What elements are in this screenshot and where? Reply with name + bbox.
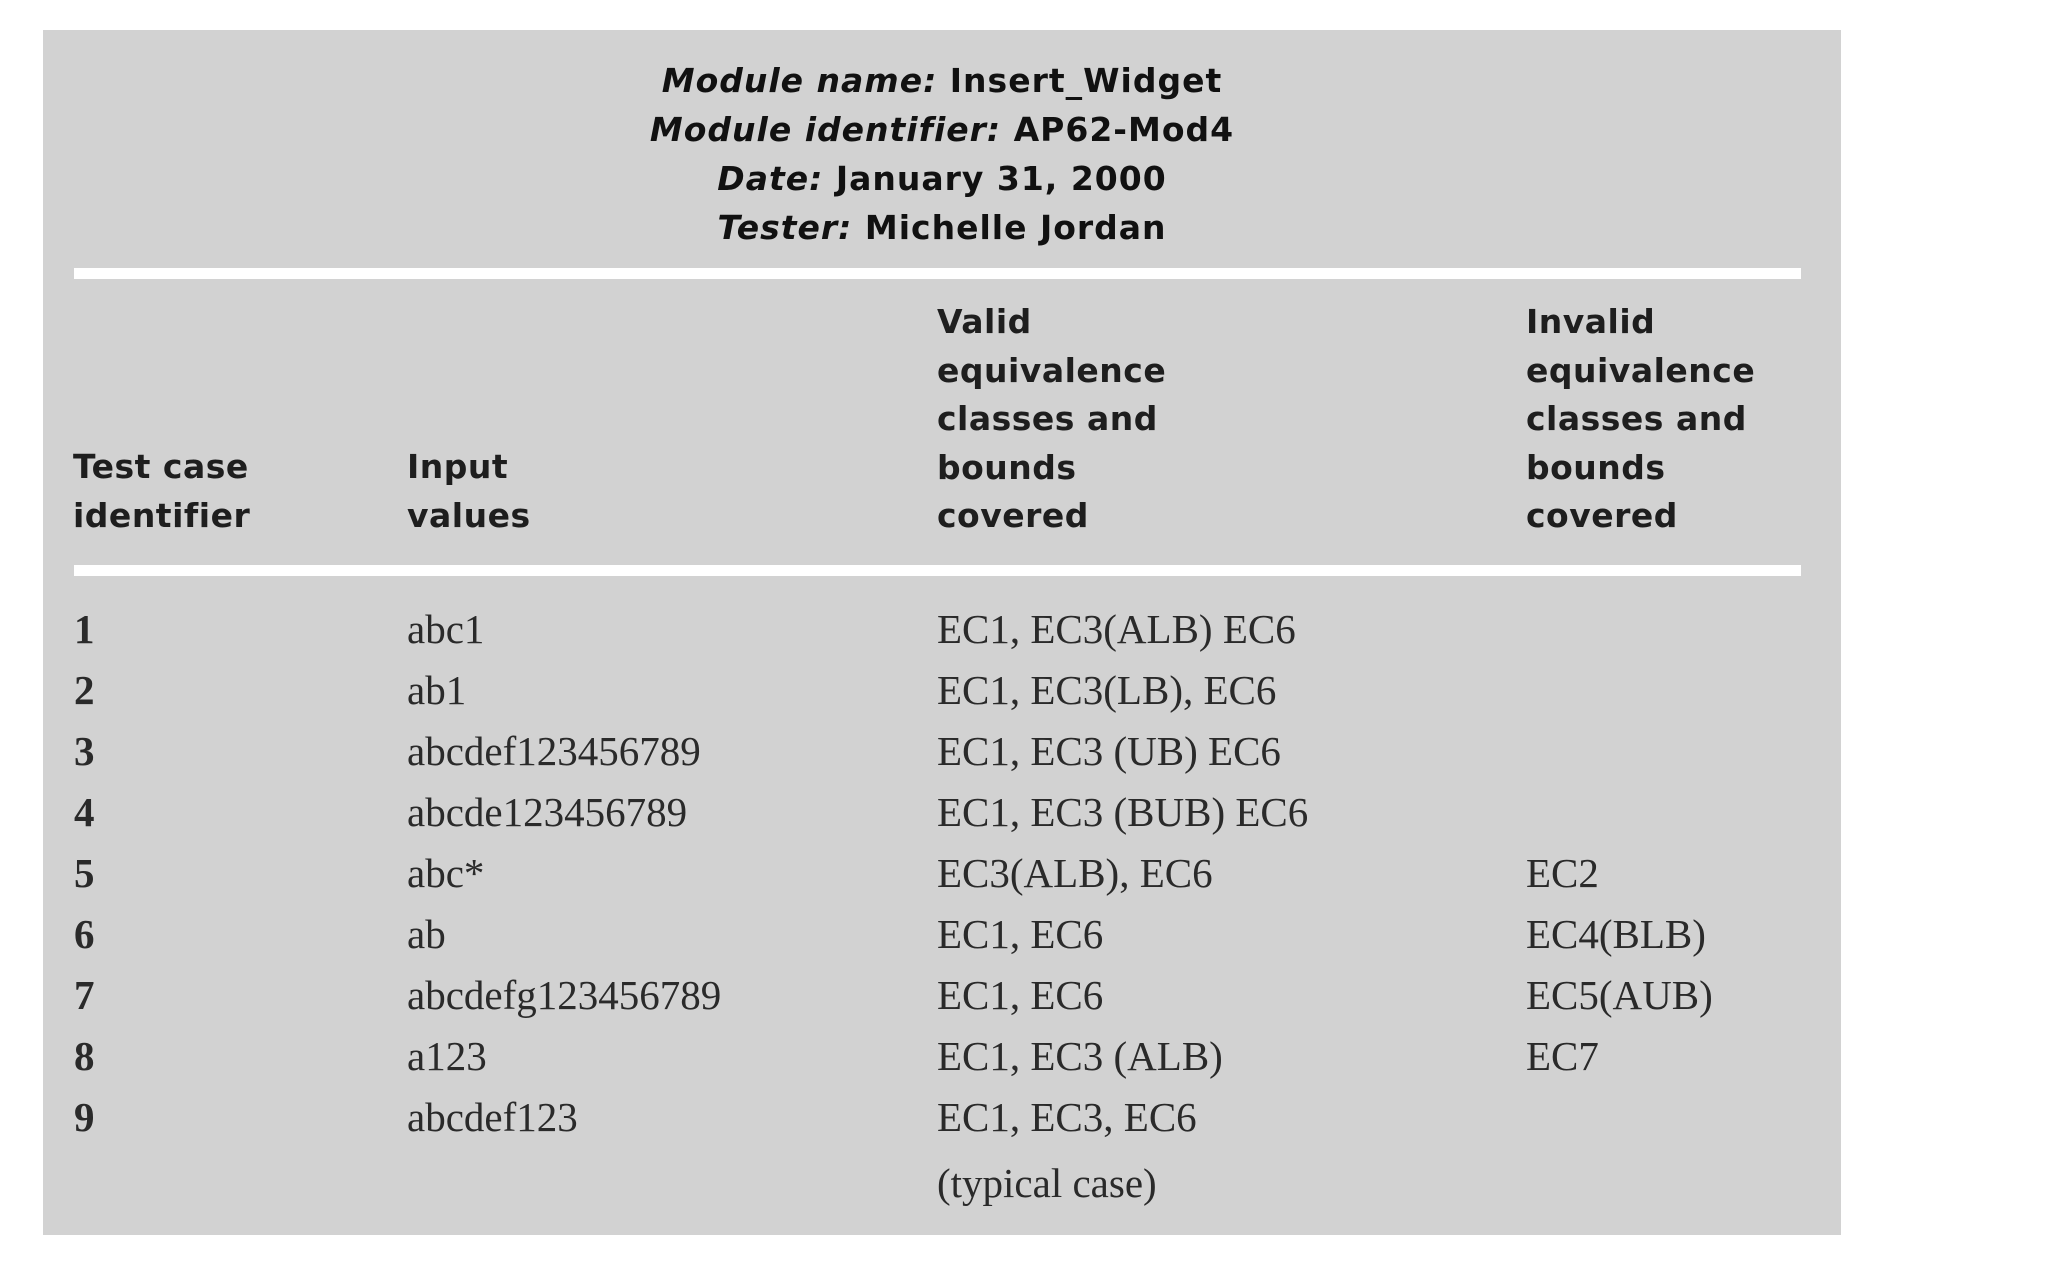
column-header-line: Test case [73, 447, 249, 486]
column-header-line: bounds [937, 447, 1077, 487]
column-header-line: equivalence [937, 350, 1167, 390]
valid-classes: EC1, EC3, EC6 [937, 1094, 1197, 1140]
valid-classes: EC1, EC3 (ALB) [937, 1033, 1223, 1079]
column-header-line: equivalence [1526, 350, 1756, 390]
invalid-classes: EC5(AUB) [1526, 972, 1713, 1018]
module-identifier-value: AP62-Mod4 [1013, 110, 1235, 149]
typical-case-note: (typical case) [937, 1160, 1157, 1206]
invalid-classes: EC4(BLB) [1526, 911, 1706, 957]
table-row [43, 1026, 1841, 1087]
valid-classes: EC1, EC3(LB), EC6 [937, 667, 1277, 713]
column-header-line: identifier [73, 495, 251, 535]
input-value: a123 [407, 1033, 487, 1079]
column-header-line: Input [407, 447, 509, 486]
module-name-value: Insert_Widget [949, 61, 1223, 100]
test-case-id: 1 [74, 606, 95, 652]
column-header-line: Valid [937, 302, 1032, 341]
column-header-line: classes and [1526, 399, 1747, 438]
invalid-classes: EC7 [1526, 1033, 1599, 1079]
input-value: abcdefg123456789 [407, 972, 722, 1018]
tester-label: Tester: [717, 208, 853, 247]
column-header-line: classes and [937, 399, 1158, 438]
column-header-line: values [407, 495, 531, 535]
table-row [43, 660, 1841, 721]
valid-classes: EC1, EC3 (UB) EC6 [937, 728, 1281, 774]
test-case-id: 2 [74, 667, 95, 713]
header-divider [74, 565, 1801, 576]
input-value: abcde123456789 [407, 789, 688, 835]
date-value: January 31, 2000 [835, 159, 1167, 198]
module-name-label: Module name: [661, 61, 938, 100]
tester-value: Michelle Jordan [864, 208, 1167, 247]
test-case-id: 4 [74, 789, 95, 835]
valid-classes: EC3(ALB), EC6 [937, 850, 1213, 896]
table-row [43, 1087, 1841, 1148]
top-divider [74, 268, 1801, 279]
table-row [43, 599, 1841, 660]
test-case-id: 7 [74, 972, 95, 1018]
tester-line [43, 203, 1841, 252]
table-row [43, 721, 1841, 782]
column-header-line: covered [1526, 496, 1678, 535]
column-header-test-case-identifier [73, 443, 250, 540]
valid-classes: EC1, EC3 (BUB) EC6 [937, 789, 1309, 835]
input-value: abcdef123456789 [407, 728, 701, 774]
invalid-classes: EC2 [1526, 850, 1599, 896]
table-header [43, 56, 1841, 252]
column-header-line: bounds [1526, 447, 1666, 487]
module-identifier-label: Module identifier: [649, 110, 1002, 149]
input-value: abc1 [407, 606, 485, 652]
valid-classes: EC1, EC6 [937, 911, 1104, 957]
test-case-id: 8 [74, 1033, 95, 1079]
test-case-id: 3 [74, 728, 95, 774]
input-value: abc* [407, 850, 485, 896]
column-header-line: Invalid [1526, 302, 1656, 341]
input-value: ab [407, 911, 446, 957]
module-name-line [43, 56, 1841, 105]
table-row [43, 782, 1841, 843]
table-row [43, 904, 1841, 965]
column-header-invalid-classes [1526, 298, 1755, 541]
date-line [43, 154, 1841, 203]
table-row [43, 965, 1841, 1026]
column-header-line: covered [937, 496, 1089, 535]
table-row [43, 843, 1841, 904]
test-case-id: 6 [74, 911, 95, 957]
input-value: abcdef123 [407, 1094, 578, 1140]
valid-classes: EC1, EC6 [937, 972, 1104, 1018]
column-header-valid-classes [937, 298, 1166, 541]
test-case-id: 9 [74, 1094, 95, 1140]
valid-classes: EC1, EC3(ALB) EC6 [937, 606, 1296, 652]
test-case-table [43, 30, 1841, 1235]
module-identifier-line [43, 105, 1841, 154]
date-label: Date: [717, 159, 824, 198]
input-value: ab1 [407, 667, 467, 713]
test-case-id: 5 [74, 850, 95, 896]
column-header-input-values [407, 443, 531, 540]
